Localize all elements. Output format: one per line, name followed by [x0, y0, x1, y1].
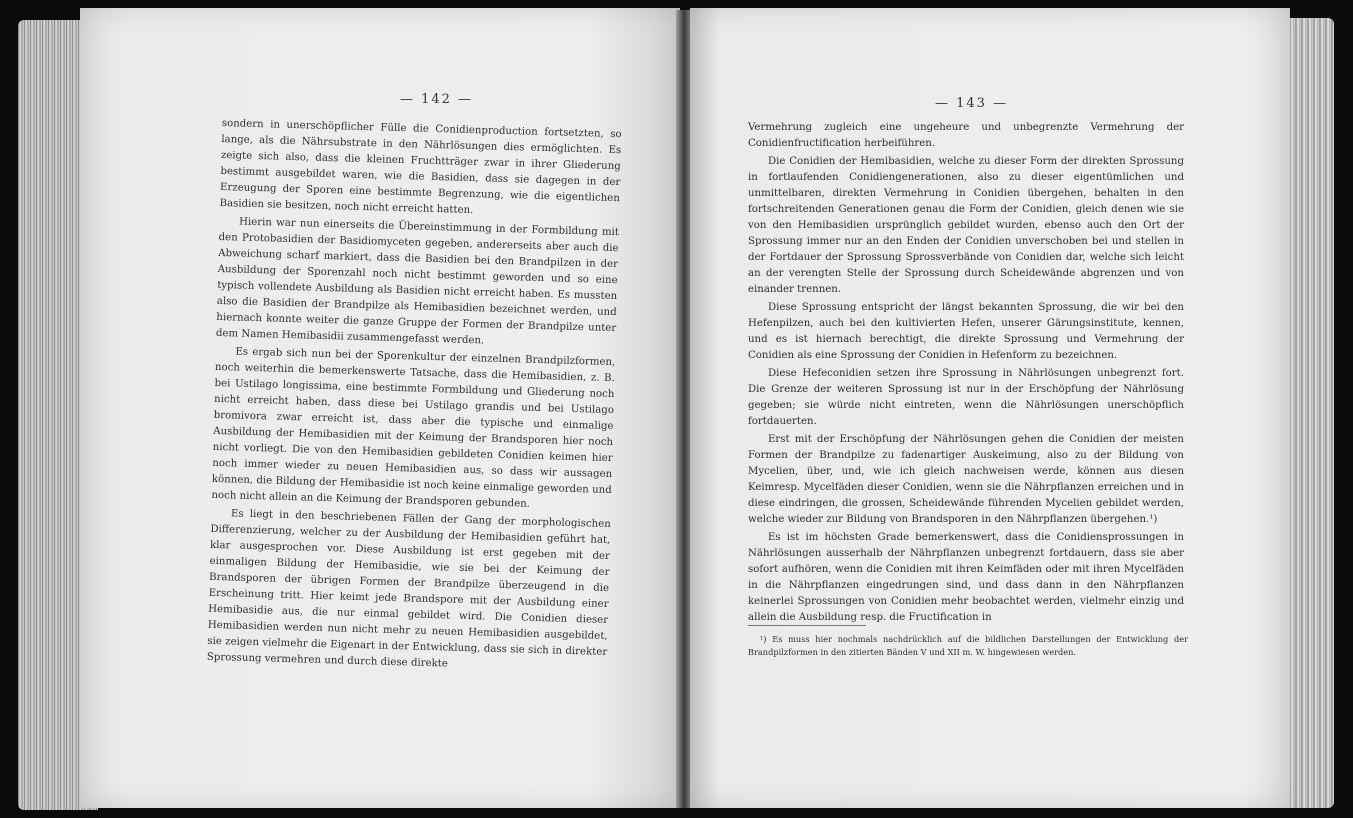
left-page: [80, 8, 680, 808]
right-paragraph-3: Diese Sprossung entspricht der längst bekannten Sprossung, die wir bei den Hefenpilzen, auch bei den kultivierten Hefen, unserer Gärungsinstitute, kennen, und es ist hiernach berechtigt, die direkte Sprossung und Vermehrung der Conidien als eine Sprossung der Conidien in Hefenform zu bezeichnen.: [748, 302, 1184, 361]
right-page-number: — 143 —: [935, 96, 1009, 111]
footnote-divider: [748, 625, 866, 626]
right-paragraph-1: Vermehrung zugleich eine ungeheure und unbegrenzte Vermehrung der Conidienfructification herbeiführen.: [748, 122, 1184, 149]
right-page-text: [748, 120, 1184, 628]
right-page: [690, 8, 1290, 808]
left-paragraph-1: sondern in unerschöpflicher Fülle die Conidienproduction fortsetzten, so lange, als die Nährsubstrate in den Nährlösungen dies ermöglichten. Es zeigte sich also, dass die kleinen Fruchtträger zwar in ihrer Gliederung bestimmt ausgebildet waren, wie die Basidien, dass sie dagegen in der Erzeugung der Sporen eine bestimmte Begrenzung, wie die eigentlichen Basidien sie besitzen, noch nicht erreicht hatten.: [219, 117, 622, 217]
left-paragraph-4: Es liegt in den beschriebenen Fällen der Gang der morphologischen Differenzierung, welcher zu der Ausbildung der Hemibasidien geführt hat, klar ausgesprochen vor. Diese Ausbildung ist erst gegeben mit der einmaligen Bildung der Hemibasidie, wie sie bei der Keimung der Brandsporen der übrigen Formen der Brandpilze überzeugend in die Erscheinung tritt. Hier keimt jede Brandspore mit der Ausbildung einer Hemibasidie aus, die nur einmal gebildet wird. Die Conidien dieser Hemibasidien werden nun nicht mehr zu neuen Hemibasidien ausgebildet, sie zeigen vielmehr die Eigenart in der Entwicklung, dass sie sich in direkter Sprossung vermehren und durch diese direkte: [206, 508, 611, 670]
left-paragraph-2: Hierin war nun einerseits die Übereinstimmung in der Formbildung mit den Protobasidien der Basidiomyceten gegeben, andererseits aber auch die Abweichung scharf markiert, dass die Basidien bei den Brandpilzen in der Ausbildung der Sporenzahl noch nicht bestimmt geworden und so eine typisch vollendete Ausbildung als Basidien nicht erreicht haben. Es mussten also die Basidien der Brandpilze als Hemibasidien bezeichnet werden, und hiernach konnte weiter die ganze Gruppe der Formen der Brandpilze unter dem Namen Hemibasidii zusammengefasst werden.: [215, 216, 620, 347]
left-page-text: [207, 116, 622, 679]
footnote: ¹) Es muss hier nochmals nachdrücklich auf die bildlichen Darstellungen der Entwicklung der Brandpilzformen in den zitierten Bänden V und XII m. W. hingewiesen werden.: [748, 634, 1188, 657]
right-paragraph-4: Diese Hefeconidien setzen ihre Sprossung in Nährlösungen unbegrenzt fort. Die Grenze der weiteren Sprossung ist nur in der Erschöpfung der Nährlösung gegeben; sie würde nicht eintreten, wenn die Nährlösungen unerschöpflich fortdauerten.: [748, 368, 1184, 427]
left-page-number: — 142 —: [400, 92, 474, 107]
left-paragraph-3: Es ergab sich nun bei der Sporenkultur der einzelnen Brandpilzformen, noch weiterhin die bemerkenswerte Tatsache, dass die Hemibasidien, z. B. bei Ustilago longissima, eine bestimmte Formbildung und Gliederung noch nicht erreicht haben, dass diese bei Ustilago grandis und bei Ustilago bromivora zwar erreicht ist, dass aber die typische und einmalige Ausbildung der Hemibasidien mit der Keimung der Brandsporen hier noch nicht vorliegt. Die von den Hemibasidien gebildeten Conidien keimen hier noch immer wieder zu neuen Hemibasidien aus, so dass wir aussagen können, die Bildung der Hemibasidie ist noch keine einmalige geworden und noch nicht allein an die Keimung der Brandsporen gebunden.: [211, 346, 616, 510]
right-paragraph-2: Die Conidien der Hemibasidien, welche zu dieser Form der direkten Sprossung in fortlaufenden Conidiengenerationen, also zu dieser eigentümlichen und unmittelbaren, direkten Vermehrung in Conidien übergehen, behalten in den fortschreitenden Generationen genau die Form der Conidien, gleich denen wie sie von den Hemibasidien ursprünglich gebildet wurden, ebenso auch den Ort der Sprossung immer nur an den Enden der Conidien unverschoben bei und stellen in der Fortdauer der Sprossung Sprossverbände von Conidien dar, welche sich leicht an der verengten Stelle der Sprossung durch Scheidewände abgrenzen und von einander trennen.: [748, 156, 1184, 295]
right-paragraph-6: Es ist im höchsten Grade bemerkenswert, dass die Conidiensprossungen in Nährlösungen ausserhalb der Nährpflanzen unbegrenzt fortdauern, dass sie aber sofort aufhören, wenn die Conidien mit ihren Keimfäden oder mit ihren Mycelfäden in die Nährpflanzen eingedrungen sind, und dass dann in den Nährpflanzen keinerlei Sprossungen von Conidien mehr beobachtet werden, vielmehr einzig und allein die Ausbildung resp. die Fructification in: [748, 532, 1184, 623]
right-paragraph-5: Erst mit der Erschöpfung der Nährlösungen gehen die Conidien der meisten Formen der Brandpilze zu fadenartiger Auskeimung, also zu der Bildung von Mycelien, über, und, wie ich gleich nachweisen werde, können aus diesen Keimresp. Mycelfäden dieser Conidien, wenn sie die Nährpflanzen erreichen und in diese eindringen, die grossen, Scheidewände führenden Mycelien gebildet werden, welche wieder zur Bildung von Brandsporen in den Nährpflanzen übergehen.¹): [748, 434, 1184, 525]
